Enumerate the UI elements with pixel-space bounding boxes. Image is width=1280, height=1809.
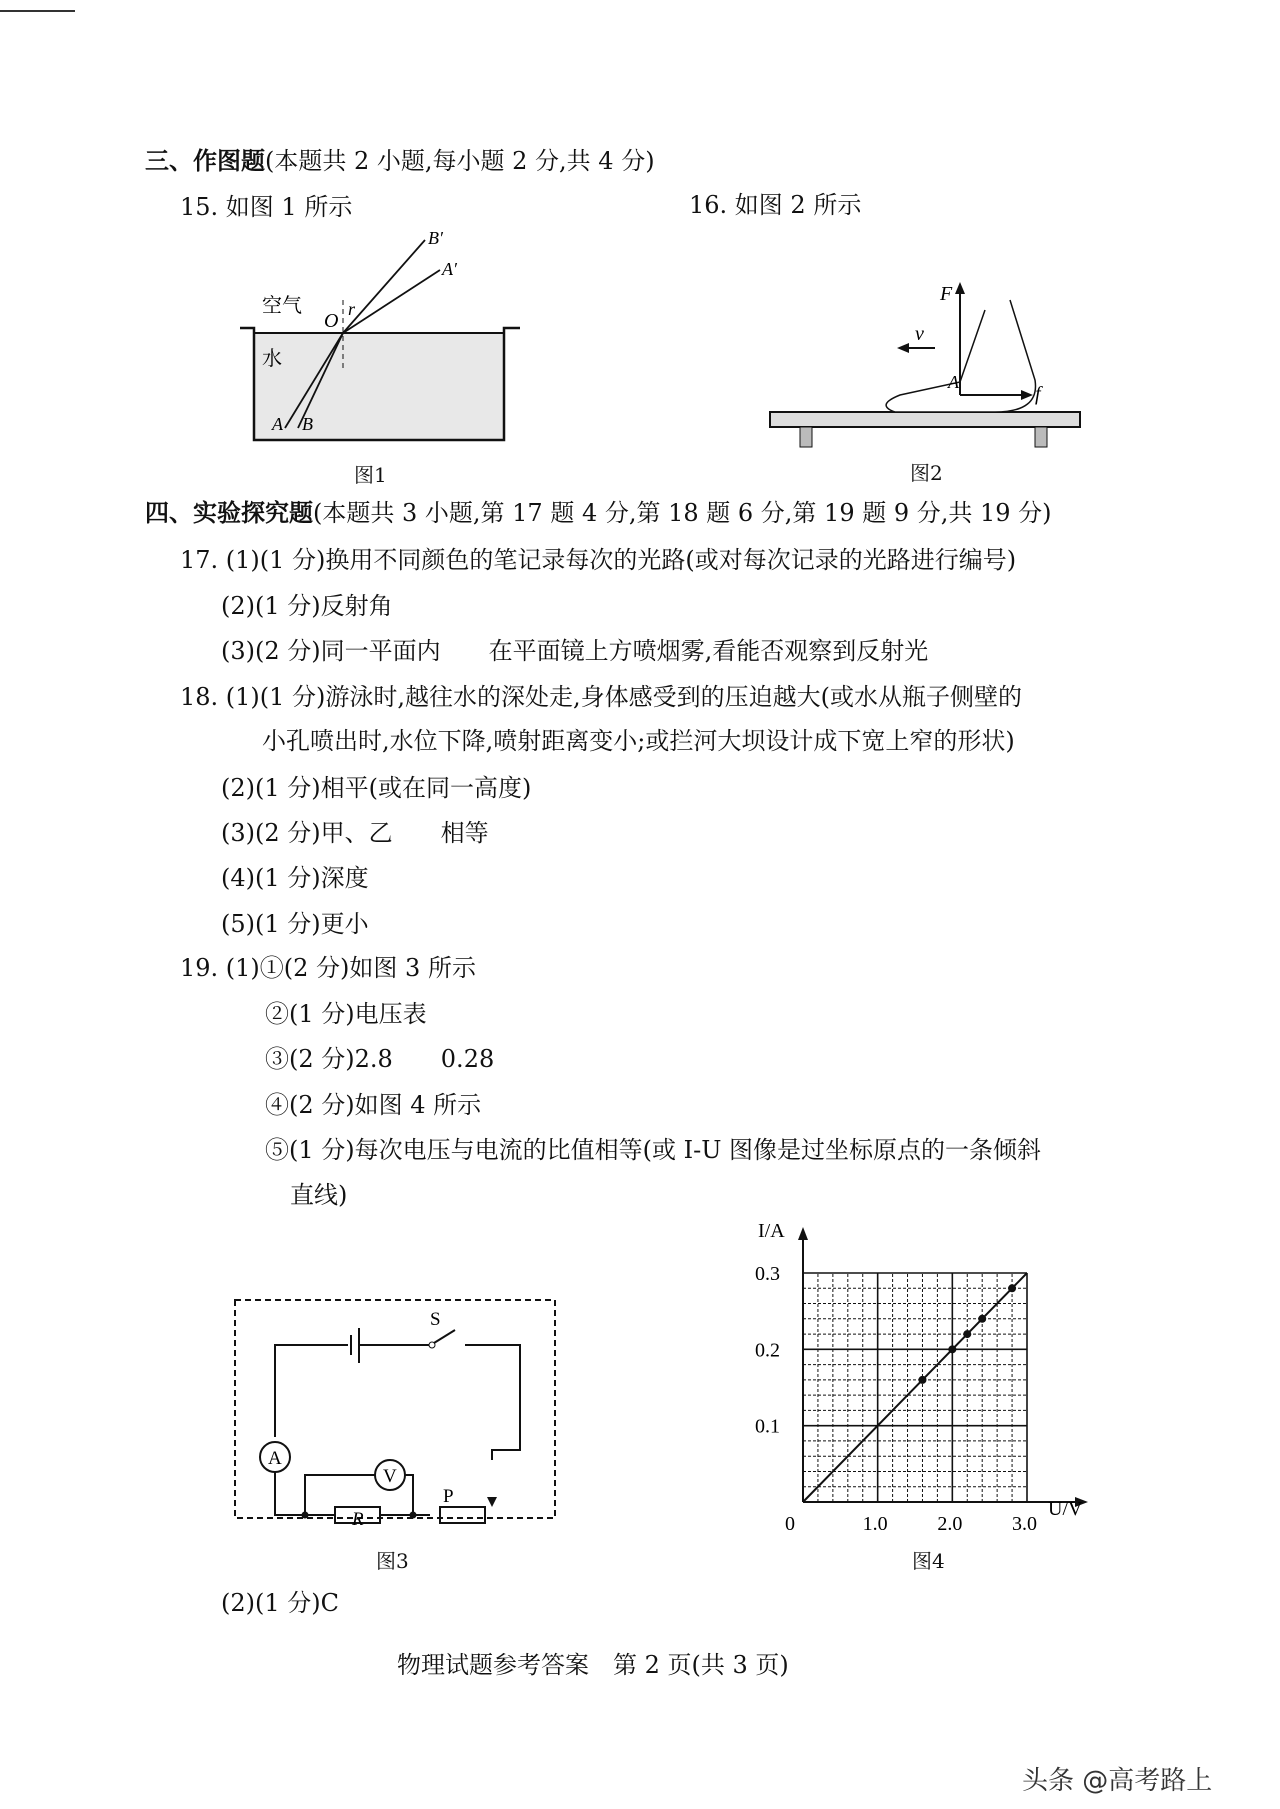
- q17-line: (3)(2 分)同一平面内 在平面镜上方喷烟雾,看能否观察到反射光: [221, 637, 929, 665]
- voltmeter-label: V: [383, 1466, 397, 1487]
- arrowhead: [955, 282, 965, 294]
- section-title: 三、作图题: [145, 146, 265, 175]
- data-point: [978, 1315, 986, 1323]
- x-tick-label: 2.0: [937, 1513, 963, 1535]
- q18-line: (4)(1 分)深度: [221, 864, 369, 892]
- junction: [410, 1512, 417, 1519]
- switch-icon: [434, 1330, 455, 1343]
- watermark: 头条 @高考路上: [1022, 1766, 1213, 1796]
- slider-P-arrow: [487, 1497, 497, 1507]
- figure3-circuit: [230, 1295, 560, 1535]
- figure4-iu-graph: [750, 1215, 1130, 1535]
- x-tick-label: 3.0: [1012, 1513, 1037, 1535]
- label-B: B: [302, 414, 313, 434]
- wire: [405, 1475, 413, 1515]
- switch-contact: [429, 1342, 435, 1348]
- y-tick-label: 0.3: [755, 1263, 780, 1285]
- q19-line: ③(2 分)2.8 0.28: [265, 1045, 495, 1073]
- data-point: [918, 1376, 926, 1384]
- q18-line: 小孔喷出时,水位下降,喷射距离变小;或拦河大坝设计成下宽上窄的形状): [262, 727, 1015, 755]
- label-A: A: [948, 372, 959, 392]
- arrowhead: [897, 343, 909, 353]
- figure4-caption: 图4: [912, 1549, 945, 1573]
- q18-line: (3)(2 分)甲、乙 相等: [221, 819, 489, 847]
- water-label: 水: [262, 348, 282, 370]
- junction: [302, 1512, 309, 1519]
- ammeter-label: A: [268, 1448, 282, 1469]
- resistor-label: R: [352, 1509, 364, 1530]
- y-tick-label: 0.2: [755, 1339, 780, 1362]
- figure3-caption: 图3: [376, 1549, 409, 1573]
- data-point: [963, 1330, 971, 1338]
- figure1-caption: 图1: [354, 463, 387, 487]
- label-v: v: [915, 323, 924, 345]
- top-rule: [0, 10, 75, 12]
- label-r: r: [348, 299, 356, 319]
- section-note: (本题共 3 小题,第 17 题 4 分,第 18 题 6 分,第 19 题 9 分,共 19 分): [313, 499, 1052, 527]
- water-fill: [254, 333, 504, 440]
- figure1-refraction: [240, 230, 530, 450]
- label-O: O: [324, 310, 339, 332]
- section-note: (本题共 2 小题,每小题 2 分,共 4 分): [265, 147, 655, 175]
- wire: [275, 1345, 348, 1437]
- q15: 15. 如图 1 所示: [180, 193, 353, 221]
- q19-line: 19. (1)①(2 分)如图 3 所示: [180, 954, 476, 982]
- q18-line: (2)(1 分)相平(或在同一高度): [221, 774, 532, 802]
- figure2-foot-on-board: [765, 270, 1095, 460]
- board-leg: [1035, 427, 1047, 447]
- q19-part2: (2)(1 分)C: [221, 1589, 339, 1617]
- wire: [305, 1475, 375, 1515]
- figure2-caption: 图2: [910, 461, 943, 485]
- q17-line: (2)(1 分)反射角: [221, 592, 393, 620]
- q19-line: ⑤(1 分)每次电压与电流的比值相等(或 I-U 图像是过坐标原点的一条倾斜: [265, 1136, 1042, 1164]
- page-footer: 物理试题参考答案 第 2 页(共 3 页): [397, 1651, 789, 1679]
- q19-line: 直线): [290, 1181, 348, 1209]
- q17-line: 17. (1)(1 分)换用不同颜色的笔记录每次的光路(或对每次记录的光路进行编号): [180, 546, 1017, 574]
- slider-label: P: [443, 1486, 454, 1507]
- label-B-prime: B′: [428, 230, 443, 248]
- x-tick-label: 0: [785, 1513, 795, 1535]
- q16: 16. 如图 2 所示: [689, 191, 862, 219]
- board: [770, 412, 1080, 427]
- label-F: F: [940, 283, 953, 305]
- fit-line: [803, 1273, 1027, 1502]
- data-point: [948, 1345, 956, 1353]
- section4-heading: [145, 498, 1052, 528]
- section3-heading: [145, 146, 655, 176]
- switch-label: S: [430, 1309, 441, 1330]
- section-title: 四、实验探究题: [145, 498, 313, 527]
- air-label: 空气: [262, 295, 302, 317]
- ray-A-prime: [343, 270, 440, 333]
- x-tick-label: 1.0: [862, 1513, 888, 1535]
- q18-line: 18. (1)(1 分)游泳时,越往水的深处走,身体感受到的压迫越大(或水从瓶子侧壁的: [180, 683, 1023, 711]
- data-point: [1008, 1284, 1016, 1292]
- y-axis-label: I/A: [758, 1220, 785, 1242]
- q19-line: ②(1 分)电压表: [265, 1000, 427, 1028]
- label-A-prime: A′: [442, 259, 457, 279]
- rheostat: [440, 1507, 485, 1523]
- q19-line: ④(2 分)如图 4 所示: [265, 1091, 482, 1119]
- y-tick-label: 0.1: [755, 1415, 780, 1438]
- ray-B-prime: [343, 240, 425, 333]
- board-leg: [800, 427, 812, 447]
- label-f: f: [1035, 383, 1041, 405]
- y-axis-arrow: [798, 1227, 808, 1240]
- q18-line: (5)(1 分)更小: [221, 910, 369, 938]
- wire: [465, 1345, 520, 1460]
- x-axis-label: U/V: [1048, 1498, 1083, 1520]
- label-A: A: [272, 414, 283, 434]
